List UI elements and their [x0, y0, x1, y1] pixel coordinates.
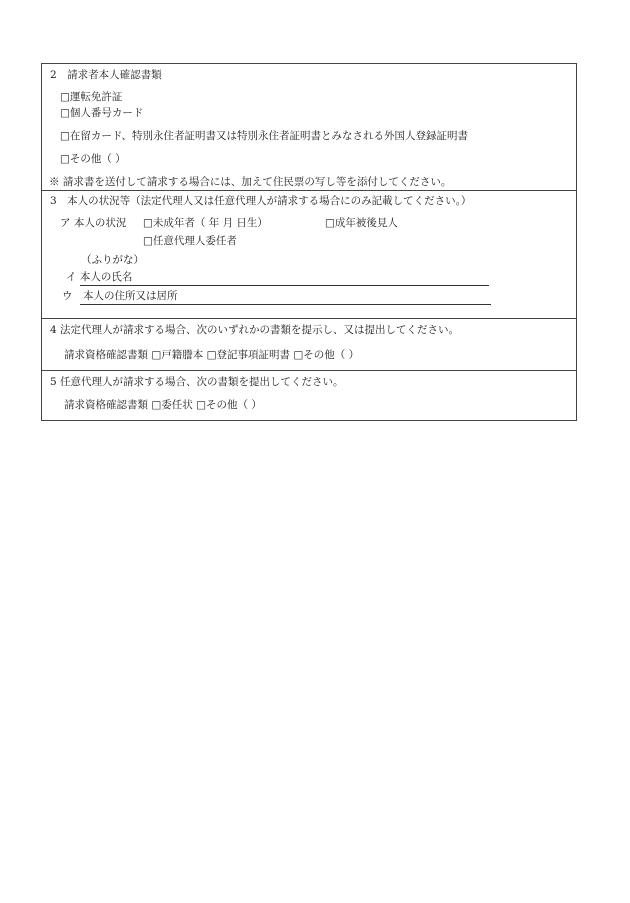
section5-heading: 5 任意代理人が請求する場合、次の書類を提出してください。: [50, 376, 344, 388]
name-label: イ 本人の氏名: [66, 271, 133, 283]
furigana-label: （ふりがな）: [81, 254, 144, 266]
section4-heading: 4 法定代理人が請求する場合、次のいずれかの書類を提示し、又は提出してください。: [50, 324, 460, 336]
option-other-identity[interactable]: □その他（ ）: [60, 153, 126, 165]
option-adult-ward[interactable]: □成年被後見人: [325, 217, 398, 229]
section-voluntary-agent: [42, 370, 576, 422]
section-person-status: [42, 190, 576, 319]
option-minor[interactable]: □未成年者（ 年 月 日生）: [143, 217, 268, 229]
section3-heading: 3 本人の状況等（法定代理人又は任意代理人が請求する場合にのみ記載してください。）: [50, 195, 472, 207]
option-drivers-license[interactable]: □運転免許証: [60, 91, 123, 103]
address-field[interactable]: [80, 304, 491, 305]
option-voluntary-agent-principal[interactable]: □任意代理人委任者: [143, 235, 237, 247]
section-identity-documents: [42, 64, 576, 190]
option-my-number-card[interactable]: □個人番号カード: [60, 107, 144, 119]
section4-documents[interactable]: 請求資格確認書類 □戸籍謄本 □登記事項証明書 □その他（ ）: [64, 349, 360, 361]
section-legal-representative: [42, 318, 576, 371]
request-form-page: [41, 63, 577, 421]
name-field[interactable]: [80, 285, 489, 286]
section2-heading: 2 請求者本人確認書類: [50, 69, 162, 81]
status-label: ア 本人の状況: [60, 217, 127, 229]
section5-documents[interactable]: 請求資格確認書類 □委任状 □その他（ ）: [64, 399, 262, 411]
option-residence-card[interactable]: □在留カード、特別永住者証明書又は特別永住者証明書とみなされる外国人登録証明書: [60, 130, 468, 142]
mailing-note: ※ 請求書を送付して請求する場合には、加えて住民票の写し等を添付してください。: [49, 176, 452, 188]
address-label: ウ 本人の住所又は居所: [62, 290, 178, 302]
